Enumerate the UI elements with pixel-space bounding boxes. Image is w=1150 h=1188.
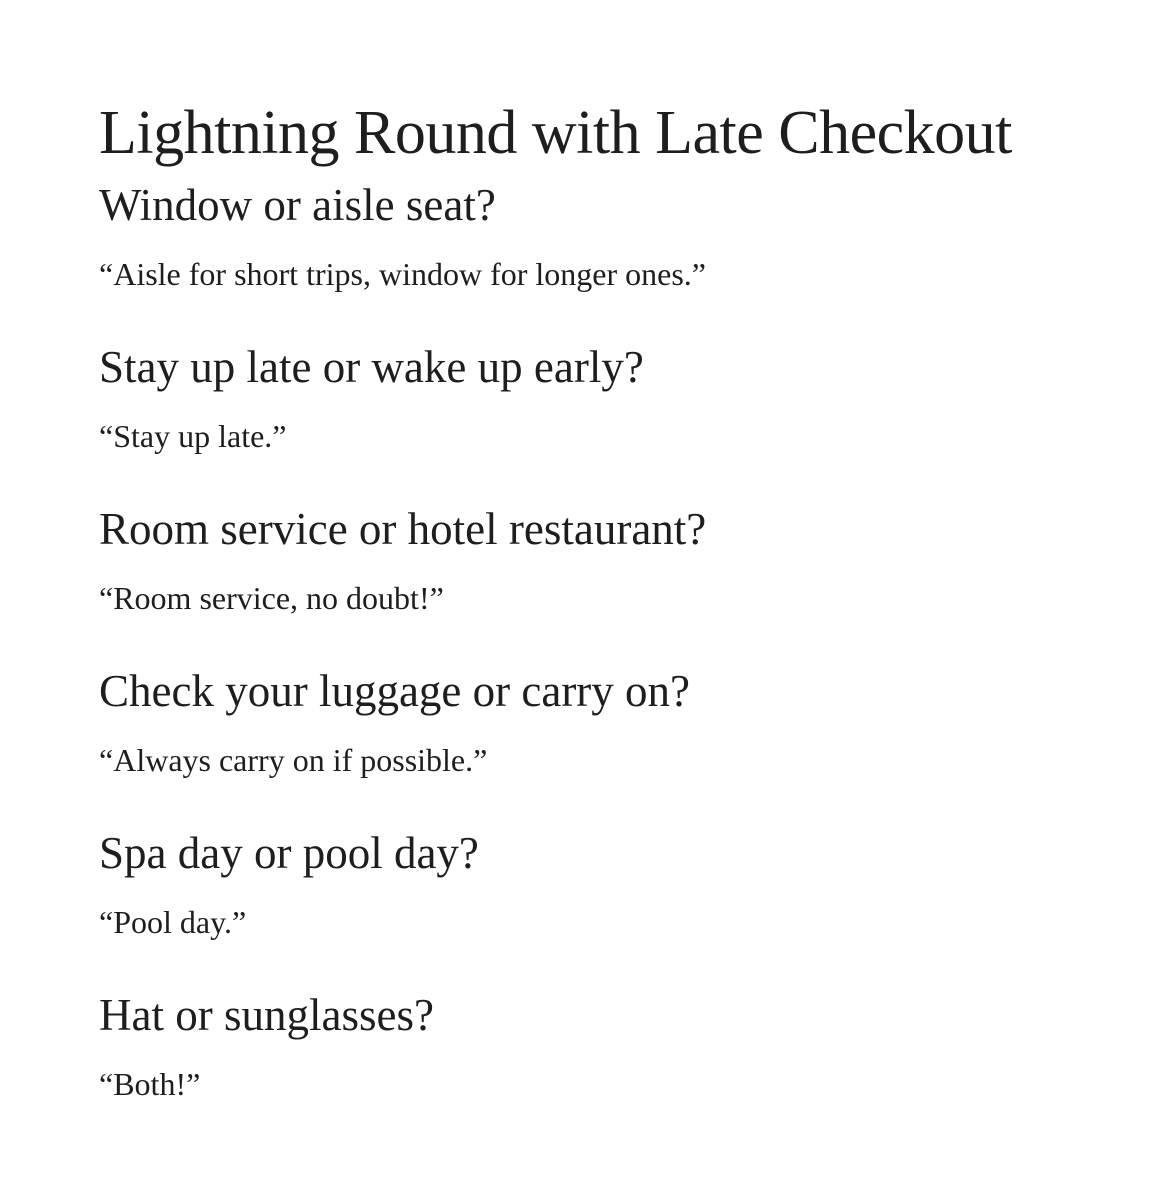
qa-list <box>99 178 1119 1150</box>
answer-quote: “Pool day.” <box>99 904 247 940</box>
qa-item <box>99 502 1119 664</box>
answer-quote: “Room service, no doubt!” <box>99 580 444 616</box>
question-heading: Hat or sunglasses? <box>99 990 434 1040</box>
page-title: Lightning Round with Late Checkout <box>99 99 1012 167</box>
question-heading: Stay up late or wake up early? <box>99 342 644 392</box>
qa-item <box>99 664 1119 826</box>
qa-item <box>99 178 1119 340</box>
answer-quote: “Both!” <box>99 1066 201 1102</box>
qa-item <box>99 340 1119 502</box>
article <box>99 96 1119 1150</box>
question-heading: Spa day or pool day? <box>99 828 479 878</box>
answer-quote: “Always carry on if possible.” <box>99 742 488 778</box>
answer-quote: “Aisle for short trips, window for longer ones.” <box>99 256 706 292</box>
question-heading: Check your luggage or carry on? <box>99 666 691 716</box>
answer-quote: “Stay up late.” <box>99 418 287 454</box>
question-heading: Window or aisle seat? <box>99 180 496 230</box>
qa-item <box>99 988 1119 1150</box>
qa-item <box>99 826 1119 988</box>
question-heading: Room service or hotel restaurant? <box>99 504 707 554</box>
